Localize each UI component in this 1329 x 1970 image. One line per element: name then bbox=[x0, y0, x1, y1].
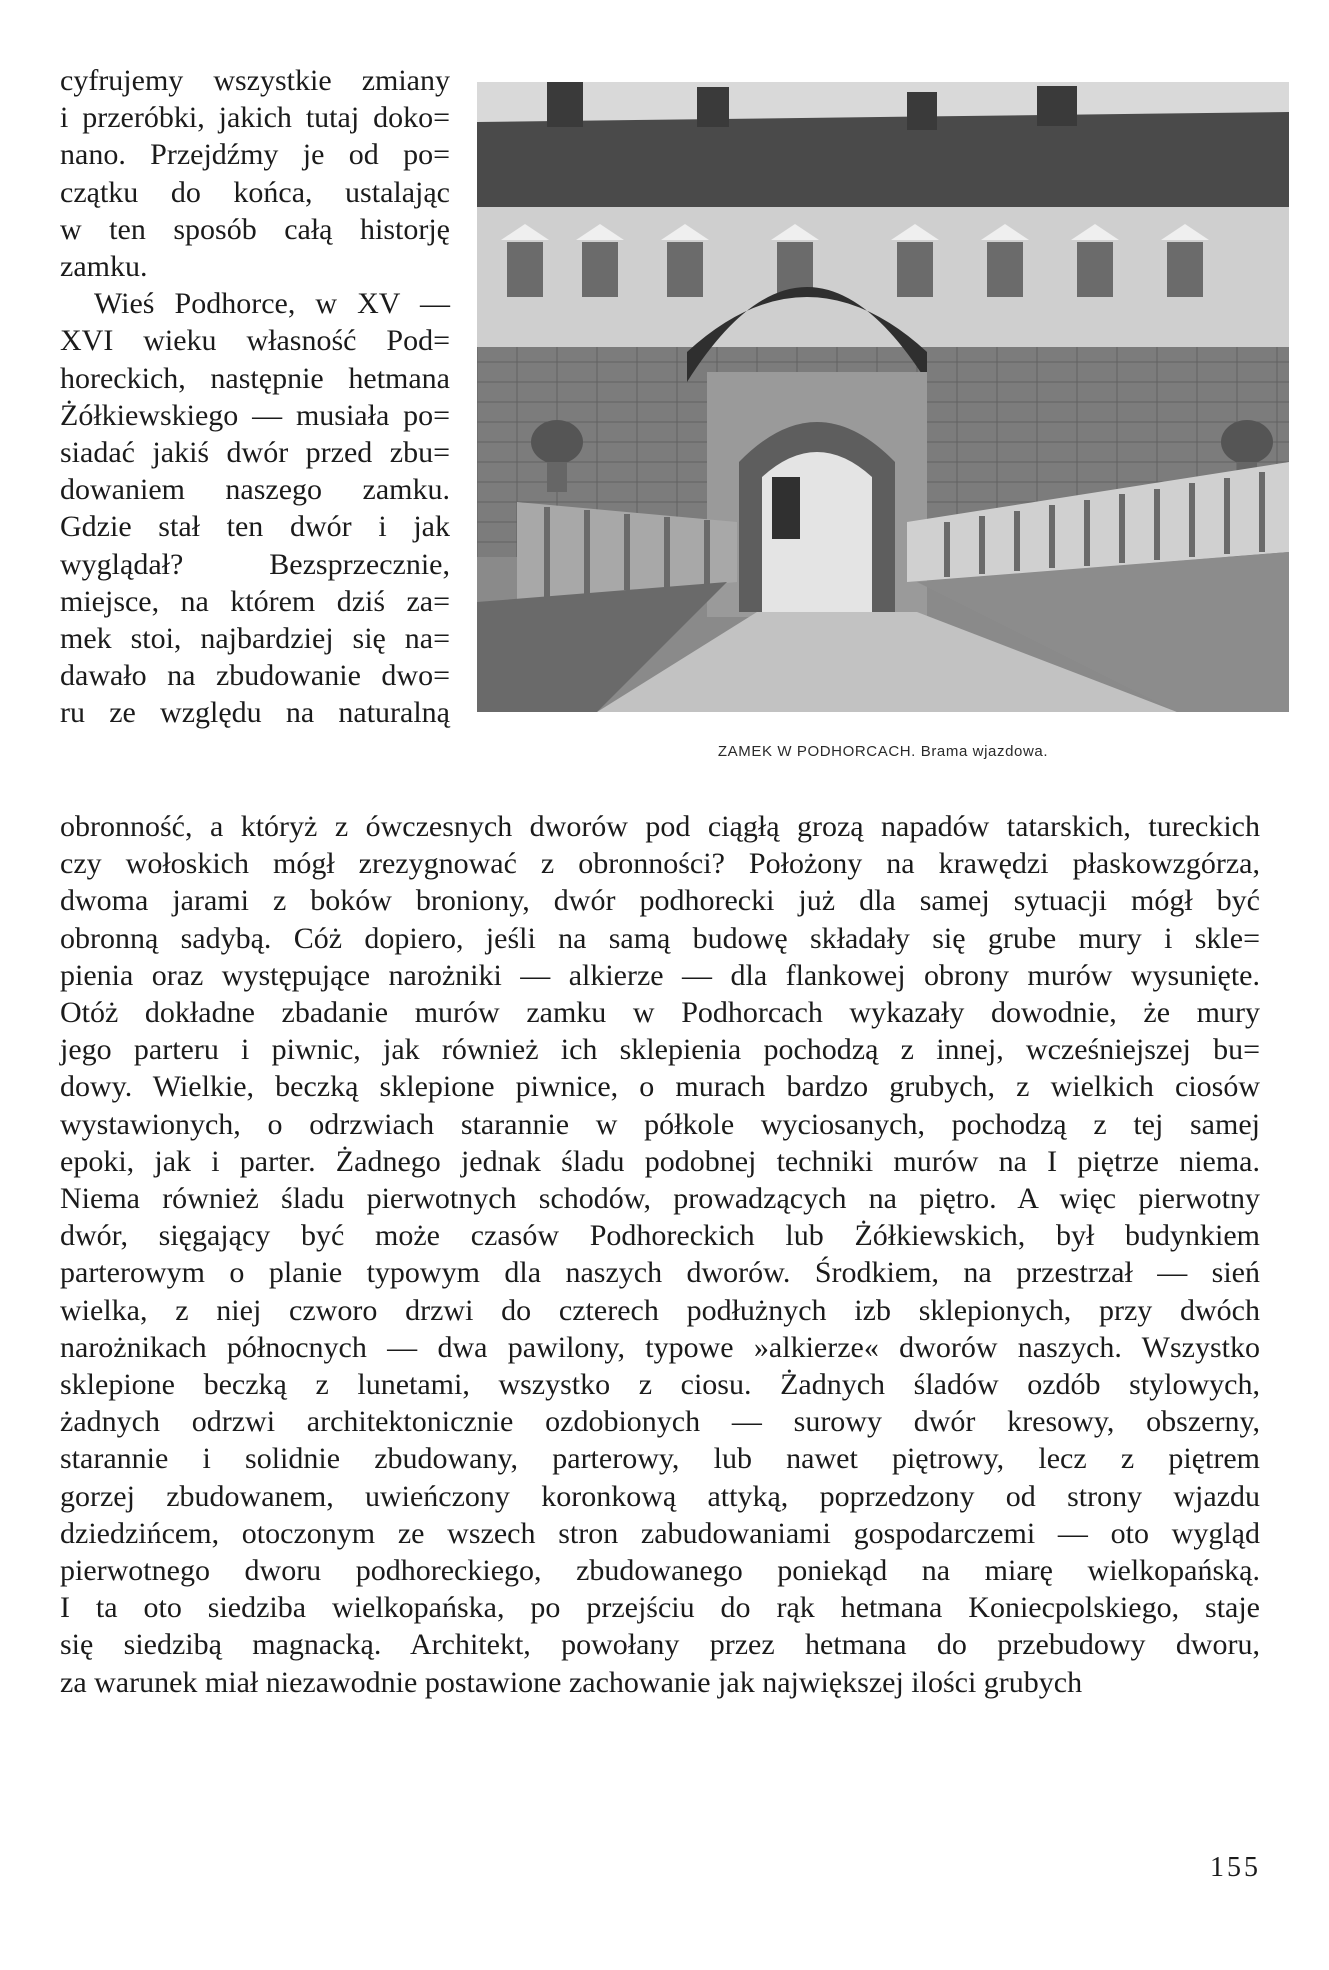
text-line: Wieś Podhorce, w XV — bbox=[94, 287, 450, 321]
text-line: dziedzińcem, otoczonym ze wszech stron zabudowaniami gospodarczemi — oto wygląd bbox=[60, 1516, 1260, 1550]
text-line: I ta oto siedziba wielkopańska, po przejściu do rąk hetmana Koniecpolskiego, staje bbox=[60, 1591, 1260, 1625]
text-line: wielka, z niej czworo drzwi do czterech podłużnych izb sklepionych, przy dwóch bbox=[60, 1293, 1260, 1327]
text-line: narożnikach północnych — dwa pawilony, typowe »alkierze« dworów naszych. Wszystko bbox=[60, 1330, 1260, 1364]
text-line: wystawionych, o odrzwiach starannie w półkole wyciosanych, pochodzą z tej samej bbox=[60, 1107, 1260, 1141]
text-line: siadać jakiś dwór przed zbu= bbox=[60, 436, 450, 470]
photo-frame bbox=[477, 82, 1289, 712]
text-line: czątku do końca, ustalając bbox=[60, 175, 450, 209]
text-line: Żółkiewskiego — musiała po= bbox=[60, 398, 450, 432]
castle-gate-photo bbox=[477, 82, 1289, 712]
wide-text-block bbox=[60, 808, 1260, 1701]
text-line: miejsce, na którem dziś za= bbox=[60, 584, 450, 618]
text-line: epoki, jak i parter. Żadnego jednak śladu podobnej techniki murów na I piętrze niema. bbox=[60, 1144, 1260, 1178]
text-line: mek stoi, najbardziej się na= bbox=[60, 622, 450, 656]
text-line: Gdzie stał ten dwór i jak bbox=[60, 510, 450, 544]
text-line: Niema również śladu pierwotnych schodów, prowadzących na piętro. A więc pierwotny bbox=[60, 1182, 1260, 1216]
text-line: i przeróbki, jakich tutaj doko= bbox=[60, 101, 450, 135]
figure-caption: ZAMEK W PODHORCACH. Brama wjazdowa. bbox=[717, 743, 1049, 760]
text-line: pienia oraz występujące narożniki — alkierze — dla flankowej obrony murów wysunięte. bbox=[60, 958, 1260, 992]
text-line: dawało na zbudowanie dwo= bbox=[60, 659, 450, 693]
text-line: gorzej zbudowanem, uwieńczony koronkową attyką, poprzedzony od strony wjazdu bbox=[60, 1479, 1260, 1513]
text-line: pierwotnego dworu podhoreckiego, zbudowanego poniekąd na miarę wielkopańską. bbox=[60, 1554, 1260, 1588]
text-line: starannie i solidnie zbudowany, parterowy, lub nawet piętrowy, lecz z piętrem bbox=[60, 1442, 1260, 1476]
text-line: dwoma jarami z boków broniony, dwór podhorecki już dla samej sytuacji mógł być bbox=[60, 884, 1260, 918]
text-line: Otóż dokładne zbadanie murów zamku w Podhorcach wykazały dowodnie, że mury bbox=[60, 996, 1260, 1030]
page-number: 155 bbox=[1210, 1852, 1261, 1883]
text-line: jego parteru i piwnic, jak również ich sklepienia pochodzą z innej, wcześniejszej bu= bbox=[60, 1033, 1260, 1067]
text-line: XVI wieku własność Pod= bbox=[60, 324, 450, 358]
text-line: nano. Przejdźmy je od po= bbox=[60, 138, 450, 172]
text-line: obronną sadybą. Cóż dopiero, jeśli na samą budowę składały się grube mury i skle= bbox=[60, 921, 1260, 955]
text-line: za warunek miał niezawodnie postawione zachowanie jak największej ilości grubych bbox=[60, 1665, 1083, 1699]
text-line: w ten sposób całą historję bbox=[60, 212, 450, 246]
text-line: obronność, a któryż z ówczesnych dworów pod ciągłą grozą napadów tatarskich, tureckich bbox=[60, 810, 1260, 843]
text-line: horeckich, następnie hetmana bbox=[60, 361, 450, 395]
text-line: ru ze względu na naturalną bbox=[60, 696, 450, 730]
text-line: dwór, sięgający być może czasów Podhoreckich lub Żółkiewskich, był budynkiem bbox=[60, 1219, 1260, 1253]
text-line: się siedzibą magnacką. Architekt, powołany przez hetmana do przebudowy dworu, bbox=[60, 1628, 1260, 1662]
text-line: dowaniem naszego zamku. bbox=[60, 473, 450, 507]
text-line: żadnych odrzwi architektonicznie ozdobionych — surowy dwór kresowy, obszerny, bbox=[60, 1405, 1260, 1439]
text-line: czy wołoskich mógł zrezygnować z obronności? Położony na krawędzi płaskowzgórza, bbox=[60, 847, 1260, 881]
castle-gate-illustration bbox=[477, 82, 1289, 712]
text-line: wyglądał? Bezsprzecznie, bbox=[60, 547, 450, 581]
text-line: cyfrujemy wszystkie zmiany bbox=[60, 64, 450, 97]
text-line: parterowym o planie typowym dla naszych dworów. Środkiem, na przestrzał — sień bbox=[60, 1256, 1260, 1290]
text-line: zamku. bbox=[60, 250, 148, 284]
narrow-text-column bbox=[60, 62, 450, 732]
text-line: sklepione beczką z lunetami, wszystko z ciosu. Żadnych śladów ozdób stylowych, bbox=[60, 1368, 1260, 1402]
text-line: dowy. Wielkie, beczką sklepione piwnice, o murach bardzo grubych, z wielkich ciosów bbox=[60, 1070, 1260, 1104]
